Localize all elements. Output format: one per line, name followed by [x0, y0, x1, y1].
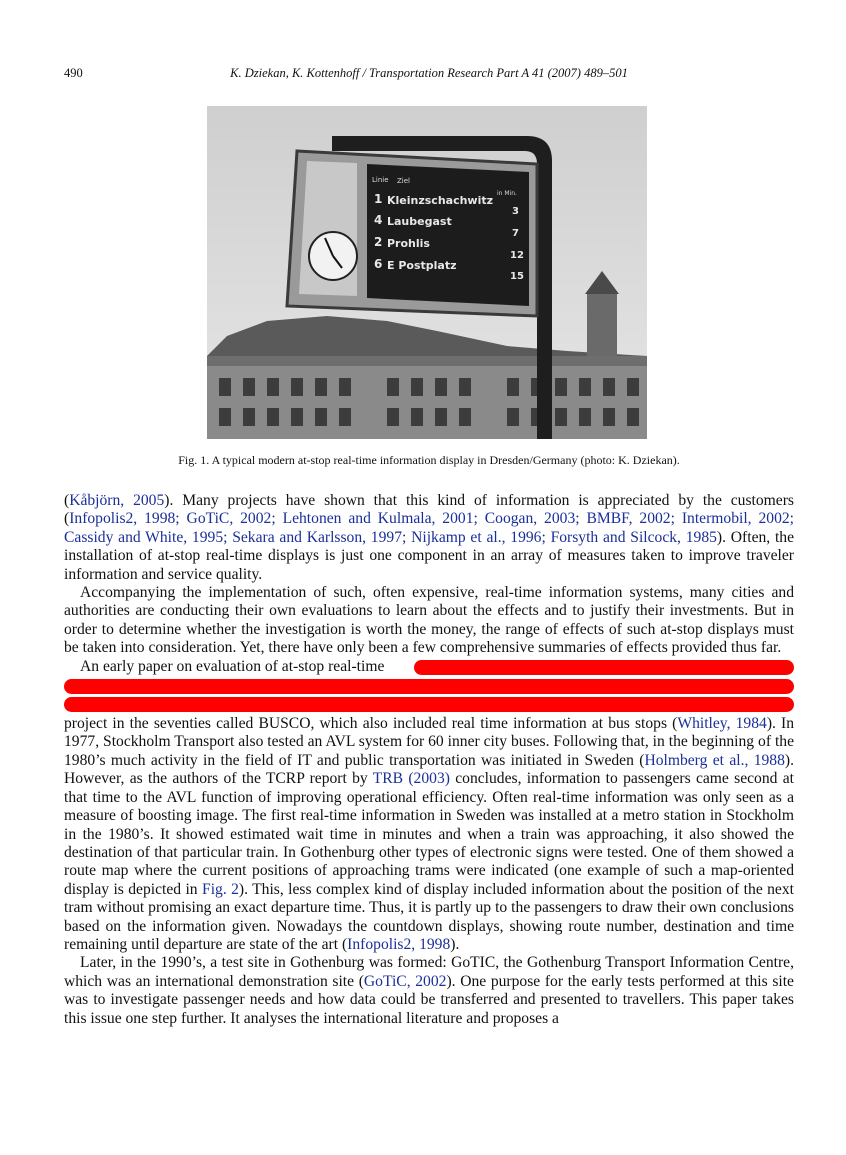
redaction-bar-2	[64, 679, 794, 694]
page-number: 490	[64, 66, 83, 80]
redaction-bar-1	[414, 660, 794, 675]
redaction-bar-3	[64, 697, 794, 712]
text-run: ). Many projects have shown that this kind of information is appreciated by the customers (	[64, 492, 794, 528]
sign-row-3-min: 12	[510, 250, 524, 261]
text-run: ). Often, the installation of at-stop real-time displays is just one component in an array of measures taken to improve traveler information and service quality.	[64, 528, 795, 583]
text-run: ).	[450, 935, 460, 953]
sign-photo-illustration	[207, 106, 647, 439]
text-run: ). One purpose for the early tests performed at this site was to investigate passenger needs and how data could be transferred and presented to travellers. This paper takes this issue one step further. It analyses the international literature and proposes a	[64, 972, 794, 1027]
citation-link[interactable]: TRB (2003)	[372, 770, 450, 788]
figure-photo	[207, 106, 647, 439]
running-title: K. Dziekan, K. Kottenhoff / Transportation Research Part A 41 (2007) 489–501	[230, 66, 628, 80]
paragraph-1	[64, 492, 794, 584]
text-run: Later, in the 1990’s, a test site in Gothenburg was formed: GoTIC, the Gothenburg Transport Information Centre, which was an international demonstration site (	[64, 954, 794, 990]
citation-link[interactable]: Holmberg et al., 1988	[644, 751, 785, 769]
redaction-block	[64, 676, 794, 731]
sign-col-min: in Min.	[497, 190, 517, 197]
sign-row-1-line: 1	[374, 192, 383, 206]
display-sign	[287, 151, 537, 316]
sign-col-dest: Ziel	[397, 177, 410, 185]
paragraph-2: Accompanying the implementation of such, often expensive, real-time information systems, many cities and authorities are conducting their own evaluations to learn about the effects and to justify their investments. But in order to determine whether the investigation is worth the money, the range of effects of such at-stop displays must be taken into consideration. Yet, there have only been a few comprehensive summaries of effects provided thus far.	[64, 584, 794, 657]
figure-caption: Fig. 1. A typical modern at-stop real-time information display in Dresden/Germany (photo: K. Dziekan).	[178, 453, 680, 467]
paragraph-4	[64, 954, 794, 1028]
citation-link[interactable]: Fig. 2	[202, 880, 239, 898]
paragraph-3-start: An early paper on evaluation of at-stop real-time	[80, 657, 385, 675]
citation-link[interactable]: Infopolis2, 1998	[347, 935, 451, 953]
text-run: ). This, less complex kind of display included information about the position of the next tram without promising an exact departure time. Thus, it is partly up to the passengers to draw their own conclusions based on the information given. Nowadays the countdown displays, showing route number, destination and time remaining until departure are state of the art (	[64, 880, 794, 953]
text-run: (	[64, 492, 70, 509]
sign-row-2-line: 4	[374, 213, 383, 227]
text-run: ). In 1977, Stockholm Transport also tested an AVL system for 60 inner city buses. Following that, in the beginning of the 1980’s much activity in the field of IT and public transportation was initiated in Sweden (	[64, 715, 795, 769]
sign-row-1-min: 3	[512, 206, 519, 217]
sign-row-3-line: 2	[374, 235, 383, 249]
sign-row-2-min: 7	[512, 228, 519, 239]
citation-link[interactable]: Infopolis2, 1998; GoTiC, 2002; Lehtonen and Kulmala, 2001; Coogan, 2003; BMBF, 2002; Intermobil, 2002; Cassidy and White, 1995; Sekara and Karlsson, 1997; Nijkamp et al., 1996; Forsyth and Silcock, 1985	[64, 510, 794, 546]
citation-link[interactable]: GoTiC, 2002	[363, 972, 447, 990]
citation-link[interactable]: Kåbjörn, 2005	[69, 492, 165, 509]
citation-link[interactable]: Whitley, 1984	[677, 715, 767, 733]
sign-row-4-min: 15	[510, 271, 524, 282]
sign-col-line: Linie	[372, 176, 389, 184]
paragraph-3-rest	[64, 715, 794, 954]
text-run: ). However, as the authors of the TCRP report by	[64, 751, 794, 788]
sign-row-4-dest: E Postplatz	[387, 259, 457, 272]
body-text	[64, 492, 794, 1028]
sign-row-1-dest: Kleinzschachwitz	[387, 194, 494, 207]
sign-row-3-dest: Prohlis	[387, 237, 430, 250]
text-run: project in the seventies called BUSCO, which also included real time information at bus stops (	[64, 715, 678, 733]
sign-row-4-line: 6	[374, 257, 383, 271]
text-run: concludes, information to passengers came second at that time to the AVL function of improving operational efficiency. Often real-time information was only seen as a measure of boosting image. The first real-time information in Sweden was installed at a metro station in Stockholm in the 1980’s. It showed estimated wait time in minutes and when a train was approaching, it also showed the destination of that particular train. In Gothenburg other types of electronic signs were tested. One of them showed a route map where the current positions of approaching trams were indicated (one example of such a map-oriented display is depicted in	[64, 770, 794, 898]
sign-row-2-dest: Laubegast	[387, 215, 452, 228]
